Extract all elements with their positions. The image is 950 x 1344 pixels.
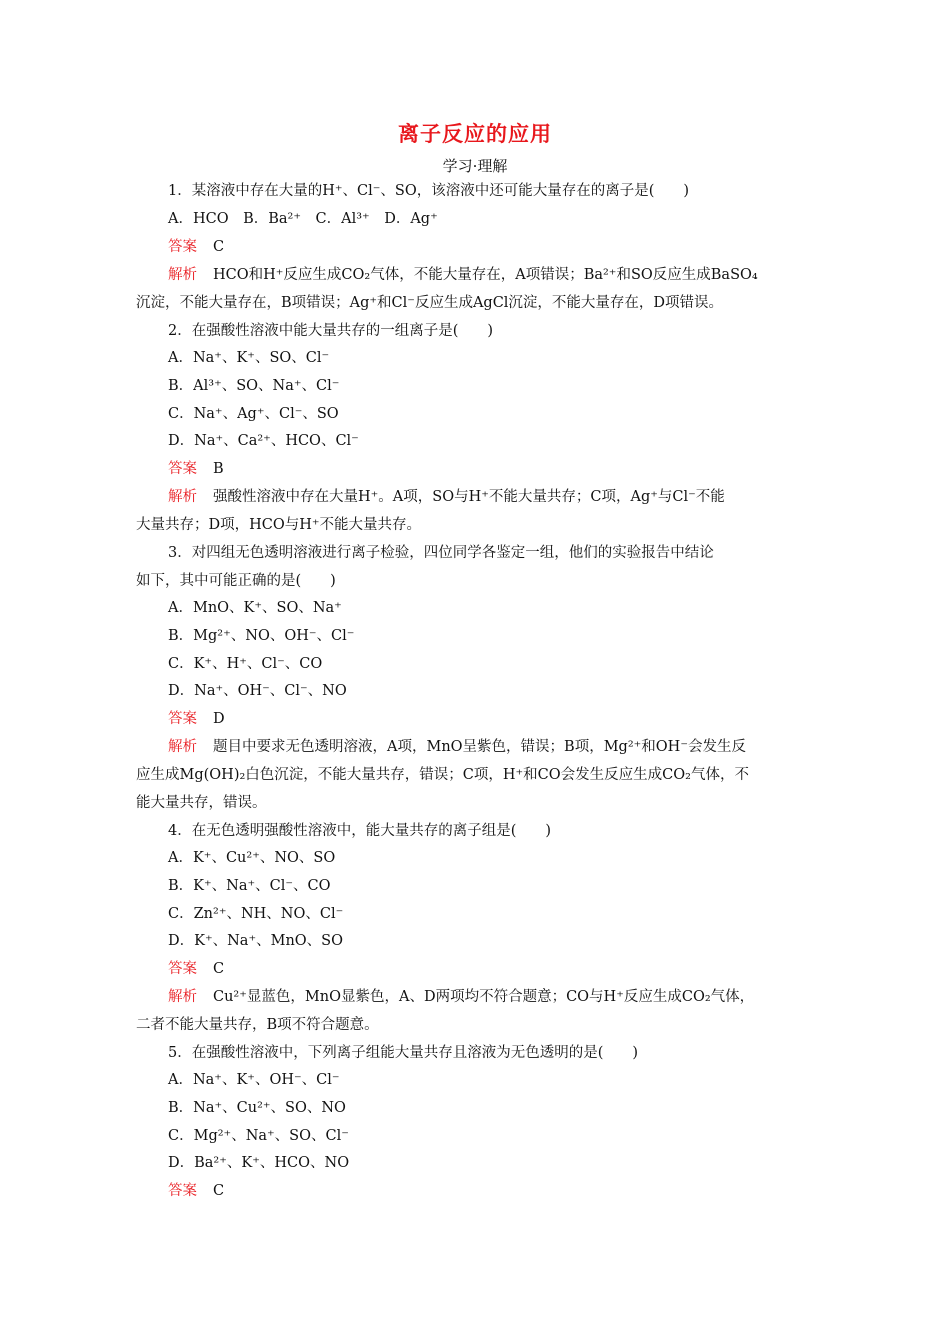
page-title: 离子反应的应用 <box>398 121 552 146</box>
question-1-options: A．HCO B．Ba²⁺ C．Al³⁺ D．Ag⁺ <box>168 211 438 227</box>
question-3-analysis-line-2: 应生成Mg(OH)₂白色沉淀，不能大量共存，错误；C项，H⁺和CO会发生反应生成CO₂气体，不 <box>136 767 749 783</box>
section-subtitle: 学习·理解 <box>442 157 508 175</box>
analysis-tag: 解析 <box>168 489 197 505</box>
analysis-text: HCO和H⁺反应生成CO₂气体，不能大量存在，A项错误；Ba²⁺和SO反应生成BaSO₄ <box>213 267 758 283</box>
question-2-answer <box>168 459 848 479</box>
question-1-analysis-line-1 <box>168 265 848 285</box>
question-2-analysis-line-2: 大量共存；D项，HCO与H⁺不能大量共存。 <box>136 517 422 533</box>
question-1-stem: 1．某溶液中存在大量的H⁺、Cl⁻、SO，该溶液中还可能大量存在的离子是( ) <box>168 183 690 199</box>
question-4-analysis-line-1 <box>168 987 848 1007</box>
analysis-tag: 解析 <box>168 989 197 1005</box>
question-1-analysis-line-2: 沉淀，不能大量存在，B项错误；Ag⁺和Cl⁻反应生成AgCl沉淀，不能大量存在，D项错误。 <box>136 295 724 311</box>
question-2-option-c: C．Na⁺、Ag⁺、Cl⁻、SO <box>168 406 339 422</box>
question-2-option-d: D．Na⁺、Ca²⁺、HCO、Cl⁻ <box>168 433 359 449</box>
question-3-option-b: B．Mg²⁺、NO、OH⁻、Cl⁻ <box>168 628 355 644</box>
question-2-analysis-line-1 <box>168 487 848 507</box>
question-4-answer <box>168 959 848 979</box>
question-4-option-b: B．K⁺、Na⁺、Cl⁻、CO <box>168 878 331 894</box>
question-5-option-b: B．Na⁺、Cu²⁺、SO、NO <box>168 1100 346 1116</box>
analysis-text: 题目中要求无色透明溶液，A项，MnO呈紫色，错误；B项，Mg²⁺和OH⁻会发生反 <box>213 739 746 755</box>
question-3-answer <box>168 709 848 729</box>
question-5-answer <box>168 1181 848 1201</box>
analysis-tag: 解析 <box>168 739 197 755</box>
answer-tag: 答案 <box>168 961 197 977</box>
answer-tag: 答案 <box>168 239 197 255</box>
analysis-text: Cu²⁺显蓝色，MnO显紫色，A、D两项均不符合题意；CO与H⁺反应生成CO₂气体， <box>213 989 755 1005</box>
question-3-option-d: D．Na⁺、OH⁻、Cl⁻、NO <box>168 683 347 699</box>
answer-value: D <box>213 711 225 727</box>
answer-tag: 答案 <box>168 1183 197 1199</box>
analysis-tag: 解析 <box>168 267 197 283</box>
question-4-option-a: A．K⁺、Cu²⁺、NO、SO <box>168 850 336 866</box>
answer-value: C <box>213 239 225 255</box>
question-5-stem: 5．在强酸性溶液中，下列离子组能大量共存且溶液为无色透明的是( ) <box>168 1045 639 1061</box>
answer-value: C <box>213 961 225 977</box>
question-5-option-a: A．Na⁺、K⁺、OH⁻、Cl⁻ <box>168 1072 340 1088</box>
answer-tag: 答案 <box>168 461 197 477</box>
question-3-analysis-line-1 <box>168 737 848 757</box>
analysis-text: 强酸性溶液中存在大量H⁺。A项，SO与H⁺不能大量共存；C项，Ag⁺与Cl⁻不能 <box>213 489 725 505</box>
question-1-answer <box>168 237 848 257</box>
question-5-option-d: D．Ba²⁺、K⁺、HCO、NO <box>168 1155 350 1171</box>
question-3-stem-line-1: 3．对四组无色透明溶液进行离子检验，四位同学各鉴定一组，他们的实验报告中结论 <box>168 545 714 561</box>
question-4-analysis-line-2: 二者不能大量共存，B项不符合题意。 <box>136 1017 379 1033</box>
answer-tag: 答案 <box>168 711 197 727</box>
question-3-option-a: A．MnO、K⁺、SO、Na⁺ <box>168 600 342 616</box>
question-4-option-c: C．Zn²⁺、NH、NO、Cl⁻ <box>168 906 344 922</box>
question-2-stem: 2．在强酸性溶液中能大量共存的一组离子是( ) <box>168 323 494 339</box>
question-4-stem: 4．在无色透明强酸性溶液中，能大量共存的离子组是( ) <box>168 823 552 839</box>
question-2-option-b: B．Al³⁺、SO、Na⁺、Cl⁻ <box>168 378 340 394</box>
answer-value: B <box>213 461 224 477</box>
answer-value: C <box>213 1183 225 1199</box>
question-3-option-c: C．K⁺、H⁺、Cl⁻、CO <box>168 656 323 672</box>
question-4-option-d: D．K⁺、Na⁺、MnO、SO <box>168 933 343 949</box>
question-2-option-a: A．Na⁺、K⁺、SO、Cl⁻ <box>168 350 330 366</box>
question-5-option-c: C．Mg²⁺、Na⁺、SO、Cl⁻ <box>168 1128 349 1144</box>
question-3-analysis-line-3: 能大量共存，错误。 <box>136 795 267 811</box>
question-3-stem-line-2: 如下，其中可能正确的是( ) <box>136 573 336 589</box>
